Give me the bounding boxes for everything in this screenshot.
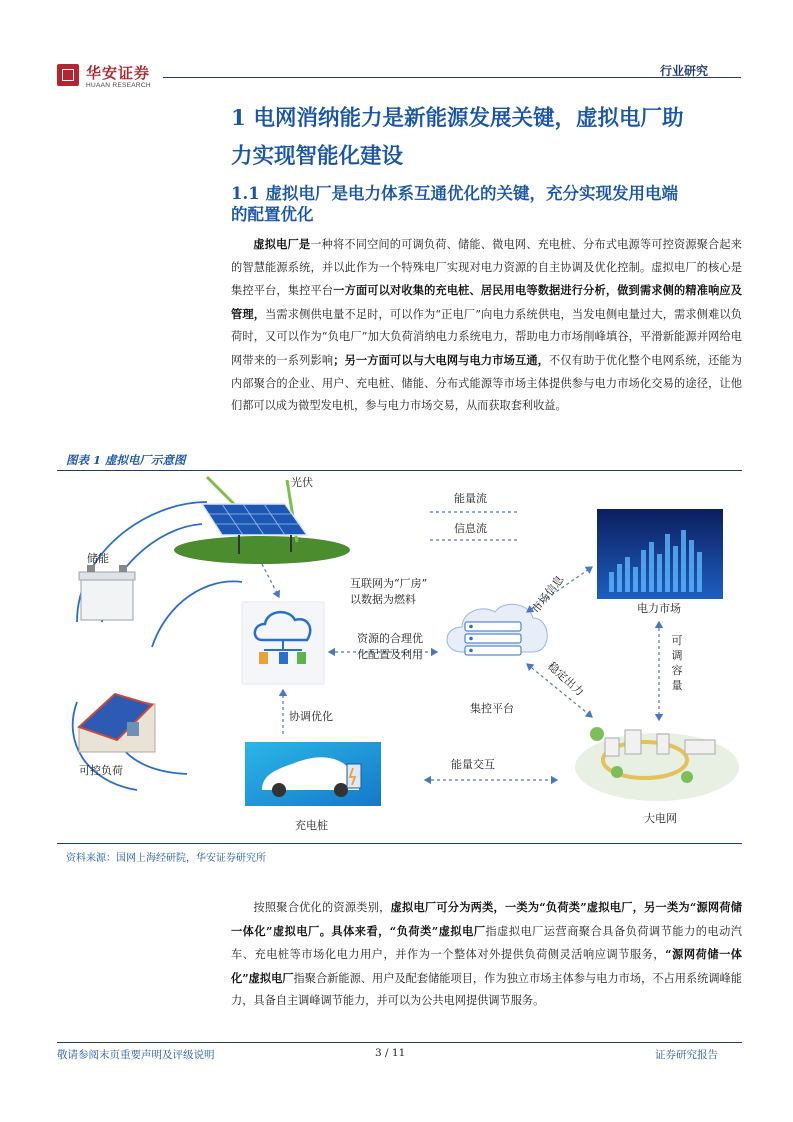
cloud-network-icon	[242, 602, 324, 684]
report-type: 证券研究报告	[655, 1049, 718, 1061]
report-category: 行业研究	[660, 64, 709, 78]
grid-city-icon	[575, 727, 739, 801]
svg-text:能量流: 能量流	[454, 492, 487, 505]
house-icon	[79, 694, 155, 752]
subsection-title: 1.1 虚拟电厂是电力体系互通优化的关键，充分实现发用电端 的配置优化	[231, 184, 678, 224]
footer-rule	[57, 1042, 742, 1043]
label-pv: 光伏	[291, 476, 313, 489]
section-title: 1 电网消纳能力是新能源发展关键，虚拟电厂助 力实现智能化建设	[231, 106, 684, 169]
source-rule	[57, 843, 742, 844]
figure-caption: 图表 1 虚拟电厂示意图	[66, 453, 186, 467]
brand-name: 华安证券	[86, 64, 151, 82]
label-coordination: 协调优化	[289, 710, 333, 723]
label-stable-output: 稳定出力	[544, 659, 587, 699]
page-number: 3 / 11	[375, 1047, 406, 1059]
label-platform: 集控平台	[470, 702, 514, 715]
label-market-info: 市场信息	[529, 573, 567, 616]
label-market: 电力市场	[637, 602, 681, 615]
figure-source: 资料来源：国网上海经研院，华安证券研究所	[66, 853, 266, 864]
server-platform-icon	[447, 604, 547, 655]
svg-text:信息流: 信息流	[454, 522, 487, 535]
label-internet: 互联网为“厂房”以数据为燃料	[350, 577, 428, 606]
ev-charging-icon	[245, 742, 381, 806]
body-paragraph-2: 按照聚合优化的资源类别，虚拟电厂可分为两类，一类为“负荷类”虚拟电厂，另一类为“源网荷储一体化”虚拟电厂。具体来看，“负荷类”虚拟电厂指虚拟电厂运营商聚合具备负荷调节能力的电动汽车、充电桩等市场化电力用户，并作为一个整体对外提供负荷侧灵活响应调节服务，“源网荷储一体化”虚拟电厂指聚合新能源、用户及配套储能项目，作为独立市场主体参与电力市场，不占用系统调峰能力，具备自主调峰调节能力，并可以为公共电网提供调节服务。	[231, 900, 742, 1008]
label-storage: 储能	[87, 552, 109, 565]
brand-name-en: HUAAN RESEARCH	[86, 82, 151, 89]
header-rule	[163, 77, 741, 78]
virtual-power-plant-diagram	[57, 472, 742, 842]
label-load: 可控负荷	[79, 764, 123, 777]
brand-logo-icon	[57, 64, 79, 86]
legend-info-flow	[430, 521, 517, 540]
caption-rule	[57, 470, 742, 471]
battery-icon	[79, 565, 135, 620]
market-chart-icon	[597, 509, 723, 599]
label-adjustable-capacity: 可调容量	[671, 634, 683, 692]
legend-energy-flow	[430, 491, 517, 512]
body-paragraph-1: 虚拟电厂是一种将不同空间的可调负荷、储能、微电网、充电桩、分布式电源等可控资源聚合起来的智慧能源系统，并以此作为一个特殊电厂实现对电力资源的自主协调及优化控制。虚拟电厂的核心是集控平台，集控平台一方面可以对收集的充电桩、居民用电等数据进行分析，做到需求侧的精准响应及管理，当需求侧供电量不足时，可以作为“正电厂”向电力系统供电，当发电侧电量过大，需求侧难以负荷时，又可以作为“负电厂”加大负荷消纳电力系统电力，帮助电力市场削峰填谷，平滑新能源并网给电网带来的一系列影响；另一方面可以与大电网与电力市场互通，不仅有助于优化整个电网系统，还能为内部聚合的企业、用户、充电桩、储能、分布式能源等市场主体提供参与电力市场化交易的途径，让他们都可以成为微型发电机，参与电力市场交易，从而获取套利收益。	[231, 237, 742, 413]
label-energy-exchange: 能量交互	[451, 758, 495, 771]
solar-panel-icon	[174, 477, 350, 564]
label-ev: 充电桩	[295, 819, 328, 832]
disclaimer-link[interactable]: 敬请参阅末页重要声明及评级说明	[57, 1049, 215, 1061]
label-grid: 大电网	[644, 812, 677, 825]
label-allocation: 资源的合理优化配置及利用	[357, 632, 423, 661]
